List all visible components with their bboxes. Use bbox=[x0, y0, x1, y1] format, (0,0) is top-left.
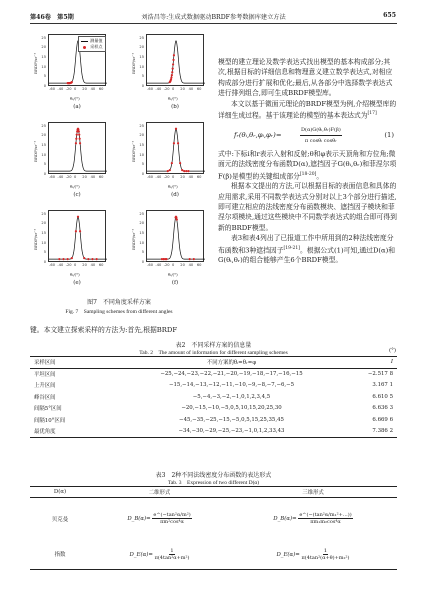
figure-caption-en: Fig. 7 Sampling schemes from different angles bbox=[65, 309, 173, 315]
y-axis-label: BRDF/sr⁻¹ bbox=[33, 229, 38, 250]
page-header bbox=[0, 10, 427, 22]
sample-point bbox=[173, 142, 175, 144]
figure-panel bbox=[32, 206, 110, 292]
table-3-caption-en: Tab. 3 Expression of two different D(α) bbox=[167, 480, 260, 486]
y-axis-label: BRDF/sr⁻¹ bbox=[131, 141, 136, 162]
y-tick-label: 0 bbox=[43, 260, 46, 264]
sample-point bbox=[79, 138, 81, 140]
x-tick-label: -20 bbox=[163, 175, 170, 179]
y-tick-label: 0 bbox=[43, 84, 46, 88]
measured-curve bbox=[147, 217, 205, 259]
plot-area bbox=[146, 122, 204, 174]
table-cell: 贝克曼 bbox=[51, 516, 69, 523]
x-tick-label: 20 bbox=[180, 175, 185, 179]
table-cell: 峰谷区间 bbox=[34, 394, 56, 401]
table-header-row bbox=[30, 357, 397, 369]
x-axis-label: θᵢ/(°) bbox=[168, 272, 178, 277]
table-cell: 间隔10°区间 bbox=[34, 417, 66, 424]
y-tick-label: 10 bbox=[139, 240, 144, 245]
formula-denominator: πm₁m₂cos⁴α bbox=[310, 519, 341, 526]
y-tick-label: 15 bbox=[139, 231, 144, 236]
x-tick-label: 60 bbox=[98, 87, 104, 91]
formula-denominator: π(4tan²(α+θ)+m₂²) bbox=[301, 554, 350, 561]
sample-point bbox=[77, 128, 79, 130]
y-axis-label: BRDF/sr⁻¹ bbox=[131, 53, 136, 74]
formula-numerator: 1 bbox=[170, 547, 174, 554]
formula-fraction bbox=[298, 512, 352, 525]
x-tick-label: 0 bbox=[172, 175, 175, 179]
sample-point bbox=[189, 258, 191, 260]
table-header-row bbox=[30, 487, 397, 498]
table-2-caption-en: Tab. 2 The amount of information for different sampling schemes bbox=[139, 350, 288, 356]
sample-point bbox=[75, 230, 77, 232]
sample-point bbox=[77, 216, 79, 218]
y-tick-label: 25 bbox=[139, 35, 144, 40]
y-tick-label: 20 bbox=[139, 221, 144, 226]
y-tick-label: 0 bbox=[141, 84, 144, 88]
legend-label: 测量值 bbox=[90, 38, 103, 43]
formula-lhs: D_E(α)= bbox=[276, 551, 300, 558]
sample-point bbox=[62, 258, 64, 260]
measured-curve bbox=[49, 129, 107, 171]
x-axis-label: θᵢ/(°) bbox=[70, 96, 80, 101]
y-tick-label: 15 bbox=[139, 55, 144, 60]
legend bbox=[78, 36, 106, 52]
y-tick-label: 10 bbox=[41, 152, 46, 157]
sample-point bbox=[58, 258, 60, 260]
table-cell: 7.386 2 bbox=[353, 426, 397, 438]
table-cell: 间隔5°区间 bbox=[34, 406, 62, 413]
x-tick-label: 40 bbox=[90, 87, 96, 91]
paragraph-2 bbox=[218, 99, 398, 121]
paragraph-5-text: 表3和表4列出了已报道工作中所用到的2种法线密度分布函数和3种遮挡因子 bbox=[218, 234, 394, 254]
sample-point bbox=[175, 216, 177, 218]
table-cell: 上升区间 bbox=[34, 383, 56, 390]
equation-number: (1) bbox=[384, 130, 394, 139]
table-cell bbox=[90, 540, 229, 570]
y-tick-label: 15 bbox=[41, 231, 46, 236]
sample-point bbox=[171, 71, 173, 73]
x-tick-label: -40 bbox=[57, 175, 64, 179]
table-cell: 6.610 5 bbox=[372, 393, 393, 400]
x-tick-label: 40 bbox=[188, 263, 194, 267]
measured-curve bbox=[147, 41, 205, 83]
y-tick-label: 20 bbox=[139, 133, 144, 138]
sample-point bbox=[175, 128, 177, 130]
table-2-caption-cn: 表2 不同采样方案的信息量 bbox=[175, 342, 252, 349]
table-header: I bbox=[353, 357, 397, 369]
y-tick-label: 15 bbox=[41, 143, 46, 148]
measured-curve bbox=[49, 217, 107, 259]
x-tick-label: -40 bbox=[155, 175, 162, 179]
formula-lhs: D_B(α)= bbox=[127, 516, 151, 523]
x-tick-label: 40 bbox=[188, 87, 194, 91]
y-tick-label: 5 bbox=[141, 74, 144, 79]
y-tick-label: 5 bbox=[141, 162, 144, 167]
brdf-plot bbox=[49, 123, 107, 175]
sample-point bbox=[91, 258, 93, 260]
table-2 bbox=[30, 356, 397, 438]
right-column bbox=[218, 57, 398, 266]
citation-17: [17] bbox=[367, 111, 377, 117]
equation-lhs: fᵣ(θᵢ,θᵣ,φᵢ,φᵣ)= bbox=[234, 130, 282, 139]
plot-area bbox=[48, 210, 106, 262]
x-tick-label: -60 bbox=[49, 87, 56, 91]
sample-point bbox=[185, 170, 187, 172]
y-axis-label: BRDF/sr⁻¹ bbox=[33, 53, 38, 74]
table-2-unit: (°) bbox=[388, 348, 396, 354]
sample-point bbox=[76, 134, 78, 136]
x-tick-label: 40 bbox=[90, 263, 96, 267]
x-tick-label: -40 bbox=[57, 87, 64, 91]
table-cell bbox=[229, 540, 397, 570]
panel-label: (d) bbox=[171, 192, 179, 198]
equation-numerator: D(α)G(θᵢ,θᵣ)F(β) bbox=[300, 125, 342, 136]
sample-point bbox=[172, 59, 174, 61]
paragraph-5-tail: 。根据公式(1)可知,通过D(α)和G(θᵢ,θᵣ)的组合能够产生6个BRDF模型。 bbox=[218, 245, 396, 265]
x-tick-label: -60 bbox=[147, 263, 154, 267]
figure-panel bbox=[130, 30, 208, 116]
y-tick-label: 10 bbox=[139, 64, 144, 69]
running-title: 刘浩昌等:生成式数据驱动BRDF参考数据库建立方法 bbox=[141, 14, 286, 21]
brdf-plot bbox=[49, 211, 107, 263]
table-cell: −2.517 8 bbox=[367, 371, 393, 377]
formula-lhs: D_B(α)= bbox=[273, 516, 297, 523]
table-header: 采样区间 bbox=[30, 357, 110, 369]
x-tick-label: -60 bbox=[49, 175, 56, 179]
paragraph-1: 模型的建立理论及数学表达式找出模型的基本构成部分;其次,根据目标的详细信息和物理意义建立数学表达式,对相应构成部分进行扩展和优化;最后,从各部分中选择数学表达式进行排列组合,即可生成BRDF模型库。 bbox=[218, 58, 393, 98]
sample-point bbox=[181, 169, 183, 171]
x-tick-label: 40 bbox=[188, 175, 194, 179]
figure-caption-cn: 图7 不同角度采样方案 bbox=[87, 299, 151, 306]
x-tick-label: 20 bbox=[82, 175, 87, 179]
x-axis-label: θᵢ/(°) bbox=[70, 272, 80, 277]
figure-panel bbox=[32, 118, 110, 204]
table-cell: 6.636 3 bbox=[372, 405, 393, 412]
plot-area bbox=[146, 210, 204, 262]
y-tick-label: 0 bbox=[43, 172, 46, 176]
table-cell bbox=[90, 498, 229, 540]
legend-label: 采样点 bbox=[90, 44, 103, 49]
table-header: 三维形式 bbox=[229, 487, 397, 498]
sample-point bbox=[96, 258, 98, 260]
x-tick-label: -60 bbox=[147, 87, 154, 91]
plot-area bbox=[146, 34, 204, 86]
paragraph-5 bbox=[218, 233, 398, 265]
x-tick-label: 60 bbox=[196, 175, 202, 179]
x-tick-label: -60 bbox=[147, 175, 154, 179]
brdf-plot bbox=[147, 211, 205, 263]
sample-point bbox=[67, 258, 69, 260]
formula-numerator: 1 bbox=[323, 547, 328, 554]
x-tick-label: -20 bbox=[65, 263, 72, 267]
y-tick-label: 25 bbox=[139, 123, 144, 128]
x-tick-label: 20 bbox=[82, 263, 87, 267]
figure-panel bbox=[130, 118, 208, 204]
table-cell: 平坦区间 bbox=[34, 372, 56, 378]
x-tick-label: 20 bbox=[180, 263, 185, 267]
table-row bbox=[30, 391, 397, 403]
y-tick-label: 25 bbox=[41, 123, 46, 128]
y-tick-label: 15 bbox=[139, 143, 144, 148]
x-axis-label: θᵢ/(°) bbox=[168, 96, 178, 101]
panel-label: (e) bbox=[73, 280, 81, 286]
table-cell: 最优角度 bbox=[30, 426, 110, 438]
y-axis-label: BRDF/sr⁻¹ bbox=[131, 229, 136, 250]
sample-point bbox=[176, 218, 178, 220]
y-tick-label: 20 bbox=[41, 45, 46, 50]
equation-fraction bbox=[300, 125, 342, 147]
x-tick-label: 0 bbox=[74, 175, 77, 179]
table-header: D(α) bbox=[30, 487, 90, 498]
x-tick-label: 0 bbox=[172, 87, 175, 91]
y-tick-label: 5 bbox=[43, 162, 46, 167]
formula-denominator: πm²cos⁴α bbox=[160, 519, 184, 526]
sample-point bbox=[79, 230, 81, 232]
plot-area bbox=[48, 122, 106, 174]
brdf-plot bbox=[147, 35, 205, 87]
y-axis-label: BRDF/sr⁻¹ bbox=[33, 141, 38, 162]
table-row bbox=[30, 498, 397, 540]
x-tick-label: -40 bbox=[57, 263, 64, 267]
x-tick-label: 40 bbox=[90, 175, 96, 179]
x-tick-label: 20 bbox=[82, 87, 87, 91]
x-tick-label: -20 bbox=[65, 87, 72, 91]
x-tick-label: -40 bbox=[155, 87, 162, 91]
table-cell: −25,−24,−23,−22,−21,−20,−19,−18,−17,−16,−15 bbox=[160, 371, 303, 377]
table-row bbox=[30, 368, 397, 380]
table-cell: 指数 bbox=[30, 540, 90, 570]
y-tick-label: 5 bbox=[43, 250, 46, 255]
y-tick-label: 20 bbox=[41, 133, 46, 138]
x-tick-label: 20 bbox=[180, 87, 185, 91]
x-tick-label: 0 bbox=[172, 263, 175, 267]
table-cell bbox=[229, 498, 397, 540]
y-tick-label: 25 bbox=[41, 35, 46, 40]
y-tick-label: 25 bbox=[41, 211, 46, 216]
left-column-text: 键。本文建立探索采样的方法为:首先,根据BRDF bbox=[30, 326, 178, 334]
sample-point bbox=[78, 134, 80, 136]
figure-panel bbox=[130, 206, 208, 292]
journal-volume: 第46卷 第5期 bbox=[30, 14, 74, 21]
x-tick-label: -20 bbox=[163, 263, 170, 267]
paragraph-3-text: 式中:下标i和r表示入射和反射;θ和φ表示天顶角和方位角;微面元的法线密度分布函数D(α),遮挡因子G(θᵢ,θᵣ)和菲涅尔项F(β)是模型的关键组成部分 bbox=[218, 149, 397, 180]
formula-fraction bbox=[302, 548, 350, 561]
sample-point bbox=[170, 76, 172, 78]
sample-point bbox=[169, 169, 171, 171]
x-tick-label: -20 bbox=[163, 87, 170, 91]
x-tick-label: -60 bbox=[49, 263, 56, 267]
x-tick-label: 60 bbox=[196, 263, 202, 267]
panel-label: (c) bbox=[73, 192, 81, 198]
y-tick-label: 5 bbox=[141, 250, 144, 255]
equation-1 bbox=[218, 125, 398, 143]
y-tick-label: 10 bbox=[41, 64, 46, 69]
sample-point bbox=[87, 258, 89, 260]
legend-item-sample bbox=[81, 44, 103, 50]
sample-point bbox=[177, 142, 179, 144]
sample-point bbox=[173, 54, 175, 56]
equation-denominator: π cosθᵢ cosθᵣ bbox=[304, 138, 337, 145]
formula-numerator: e^(−tan²α/m²) bbox=[153, 512, 191, 519]
sample-point bbox=[71, 81, 73, 83]
panel-label: (f) bbox=[171, 280, 179, 286]
x-tick-label: 60 bbox=[98, 175, 104, 179]
table-3 bbox=[30, 486, 397, 570]
brdf-plot bbox=[147, 123, 205, 175]
formula-fraction bbox=[155, 548, 190, 561]
sample-point bbox=[165, 258, 167, 260]
x-tick-label: 60 bbox=[98, 263, 104, 267]
panel-label: (b) bbox=[171, 104, 179, 110]
header-rule bbox=[30, 23, 397, 24]
table-cell: 3.167 1 bbox=[372, 382, 393, 389]
x-tick-label: 0 bbox=[74, 87, 77, 91]
paragraph-4: 根据本文提出的方法,可以根据目标的表面信息和具体的应用需求,采用不同数学表达式分别对以上3个部分进行描述,即可建立相应的法线密度分布函数模块、遮挡因子模块和菲涅尔项模块,通过这些模块中不同数学表达式的组合即可得到新的BRDF模型。 bbox=[218, 182, 397, 232]
figure-panel bbox=[32, 30, 110, 116]
table-cell: −20,−15,−10,−5,0,5,10,15,20,25,30 bbox=[181, 405, 282, 412]
citation-19-21: [19-21] bbox=[283, 245, 300, 251]
table-row bbox=[30, 380, 397, 392]
sample-point bbox=[183, 170, 185, 172]
x-axis-label: θᵢ/(°) bbox=[168, 184, 178, 189]
formula-denominator: π(4tan²α+m²) bbox=[154, 554, 190, 561]
paragraph-2-text: 本文以基于微面元理论的BRDF模型为例,介绍模型库的详细生成过程。基于该理论的模型的基本表达式为 bbox=[218, 99, 397, 120]
y-tick-label: 10 bbox=[41, 240, 46, 245]
sample-point bbox=[78, 130, 80, 132]
table-3-caption-cn: 表3 2种不同法线密度分布函数的表达形式 bbox=[155, 472, 272, 479]
sample-point bbox=[171, 74, 173, 76]
y-tick-label: 10 bbox=[139, 152, 144, 157]
x-tick-label: 0 bbox=[74, 263, 77, 267]
table-row bbox=[30, 540, 397, 570]
y-tick-label: 25 bbox=[139, 211, 144, 216]
sample-point bbox=[172, 67, 174, 69]
panel-label: (a) bbox=[73, 104, 81, 110]
sample-point bbox=[193, 258, 195, 260]
y-tick-label: 0 bbox=[141, 260, 144, 264]
sample-point bbox=[79, 142, 81, 144]
table-row bbox=[30, 403, 397, 415]
table-cell: −34,−30,−29,−25,−23,−1,0,1,2,33,43 bbox=[110, 426, 353, 438]
y-tick-label: 15 bbox=[41, 55, 46, 60]
formula-lhs: D_E(α)= bbox=[129, 551, 153, 558]
y-tick-label: 5 bbox=[43, 74, 46, 79]
table-row bbox=[30, 426, 397, 438]
table-cell: 6.669 6 bbox=[372, 416, 393, 423]
sample-point bbox=[172, 63, 174, 65]
y-tick-label: 20 bbox=[41, 221, 46, 226]
sample-point bbox=[75, 138, 77, 140]
table-cell: −5,−4,−3,−2,−1,0,1,2,3,4,5 bbox=[192, 393, 271, 400]
paragraph-3: 式中:下标i和r表示入射和反射;θ和φ表示天顶角和方位角;微面元的法线密度分布函数D(α),遮挡因子G(θᵢ,θᵣ)和菲涅尔项F(β)是模型的关键组成部分[18-20]。 bbox=[218, 149, 397, 180]
sample-point bbox=[83, 257, 85, 259]
x-tick-label: -40 bbox=[155, 263, 162, 267]
table-header: 不同方案的θᵢ=θᵣ=φ bbox=[110, 357, 353, 369]
table-header: 二维形式 bbox=[90, 487, 229, 498]
sample-point bbox=[187, 170, 189, 172]
table-cell: −15,−14,−13,−12,−11,−10,−9,−8,−7,−6,−5 bbox=[168, 382, 295, 389]
sample-point bbox=[179, 162, 181, 164]
measured-curve bbox=[147, 129, 205, 171]
x-axis-label: θᵢ/(°) bbox=[70, 184, 80, 189]
table-cell: −45,−35,−25,−15,−5,0,5,15,25,35,45 bbox=[179, 416, 284, 423]
table-row bbox=[30, 414, 397, 426]
formula-numerator: e^(−(tan²α/m₁²+…)) bbox=[299, 512, 352, 519]
citation-18-20: [18-20] bbox=[299, 171, 317, 177]
page-number: 655 bbox=[383, 12, 396, 19]
sample-point bbox=[167, 170, 169, 172]
sample-point bbox=[75, 142, 77, 144]
sample-point bbox=[171, 162, 173, 164]
x-tick-label: -20 bbox=[65, 175, 72, 179]
formula-fraction bbox=[152, 512, 191, 525]
y-tick-label: 20 bbox=[139, 45, 144, 50]
x-tick-label: 60 bbox=[196, 87, 202, 91]
sample-point bbox=[71, 257, 73, 259]
y-tick-label: 0 bbox=[141, 172, 144, 176]
